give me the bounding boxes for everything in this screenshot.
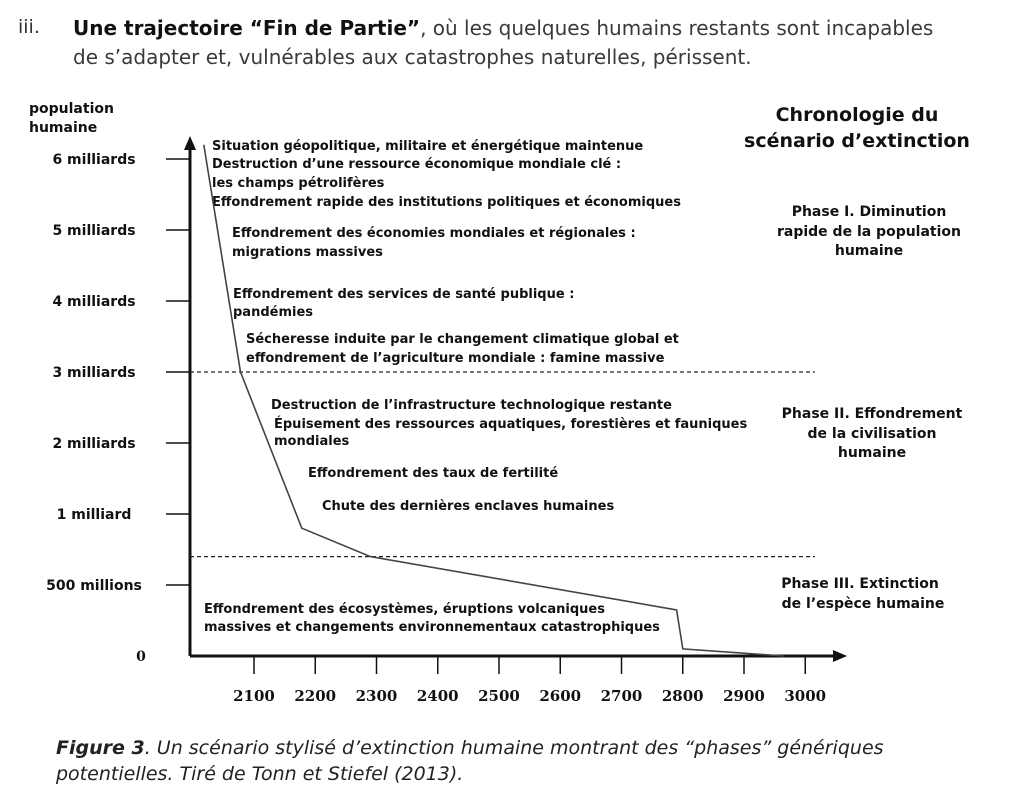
event-label: Effondrement rapide des institutions politiques et économiques bbox=[212, 195, 681, 210]
y-tick-label: 6 milliards bbox=[52, 152, 136, 168]
x-tick-label: 2300 bbox=[355, 687, 398, 705]
event-label: les champs pétrolifères bbox=[212, 176, 385, 191]
event-label: Sécheresse induite par le changement climatique global et bbox=[246, 332, 679, 347]
y-axis-title-line-2: humaine bbox=[29, 120, 98, 136]
phase-1-line-3: humaine bbox=[834, 243, 904, 259]
phase-2-line-2: de la civilisation bbox=[807, 426, 937, 442]
y-tick-label: 1 milliard bbox=[56, 507, 132, 523]
chronology-title-line-1: Chronologie du bbox=[775, 104, 939, 126]
event-label: Effondrement des taux de fertilité bbox=[308, 466, 559, 481]
y-tick-label: 5 milliards bbox=[52, 223, 136, 239]
y-axis-arrow bbox=[184, 136, 196, 150]
event-label: pandémies bbox=[233, 305, 314, 320]
phase-3-line-1: Phase III. Extinction bbox=[781, 576, 939, 592]
y-tick-label: 4 milliards bbox=[52, 294, 136, 310]
chronology-title-line-2: scénario d’extinction bbox=[744, 130, 970, 152]
event-label: Chute des dernières enclaves humaines bbox=[322, 499, 615, 514]
x-tick-label: 2700 bbox=[600, 687, 643, 705]
y-axis-title-line-1: population bbox=[29, 101, 114, 117]
event-label: massives et changements environnementaux catastrophiques bbox=[204, 620, 660, 635]
x-tick-label: 2500 bbox=[478, 687, 520, 705]
phase-2-line-3: humaine bbox=[837, 445, 907, 461]
event-label: effondrement de l’agriculture mondiale : famine massive bbox=[246, 351, 665, 366]
phase-3-line-2: de l’espèce humaine bbox=[781, 596, 945, 612]
phase-1-line-2: rapide de la population bbox=[776, 224, 962, 240]
x-tick-label: 2800 bbox=[661, 687, 704, 705]
x-tick-label: 3000 bbox=[784, 687, 827, 705]
event-label: Effondrement des écosystèmes, éruptions volcaniques bbox=[204, 602, 605, 617]
event-label: Destruction de l’infrastructure technologique restante bbox=[271, 398, 672, 413]
event-label: Situation géopolitique, militaire et énergétique maintenue bbox=[212, 139, 644, 154]
y-tick-label: 0 bbox=[136, 649, 146, 665]
x-tick-label: 2400 bbox=[416, 687, 459, 705]
y-tick-label: 500 millions bbox=[46, 578, 142, 594]
heading-bold-title: Une trajectoire “Fin de Partie” bbox=[73, 16, 421, 40]
y-tick-label: 3 milliards bbox=[52, 365, 136, 381]
x-tick-label: 2600 bbox=[539, 687, 582, 705]
event-label: Épuisement des ressources aquatiques, forestières et fauniques bbox=[274, 417, 748, 432]
phase-1-line-1: Phase I. Diminution bbox=[791, 204, 947, 220]
list-numeral: iii. bbox=[18, 16, 40, 38]
x-tick-label: 2100 bbox=[233, 687, 275, 705]
event-label: Effondrement des services de santé publique : bbox=[233, 287, 575, 302]
x-tick-label: 2900 bbox=[723, 687, 765, 705]
heading-line-2: de s’adapter et, vulnérables aux catastrophes naturelles, périssent. bbox=[73, 45, 752, 69]
caption-label: Figure 3 bbox=[56, 737, 145, 759]
event-label: migrations massives bbox=[232, 245, 383, 260]
caption-line-1: . Un scénario stylisé d’extinction humaine montrant des “phases” génériques bbox=[144, 737, 884, 759]
x-axis-arrow bbox=[833, 650, 847, 662]
caption-line-2: potentielles. Tiré de Tonn et Stiefel (2013). bbox=[56, 763, 464, 785]
event-label: Effondrement des économies mondiales et régionales : bbox=[232, 226, 636, 241]
phase-2-line-1: Phase II. Effondrement bbox=[781, 406, 963, 422]
x-tick-label: 2200 bbox=[294, 687, 337, 705]
y-tick-label: 2 milliards bbox=[52, 436, 136, 452]
event-label: Destruction d’une ressource économique mondiale clé : bbox=[212, 157, 622, 172]
event-label: mondiales bbox=[274, 434, 350, 449]
figure-caption bbox=[56, 735, 956, 787]
heading-line-1: , où les quelques humains restants sont incapables bbox=[420, 16, 934, 40]
